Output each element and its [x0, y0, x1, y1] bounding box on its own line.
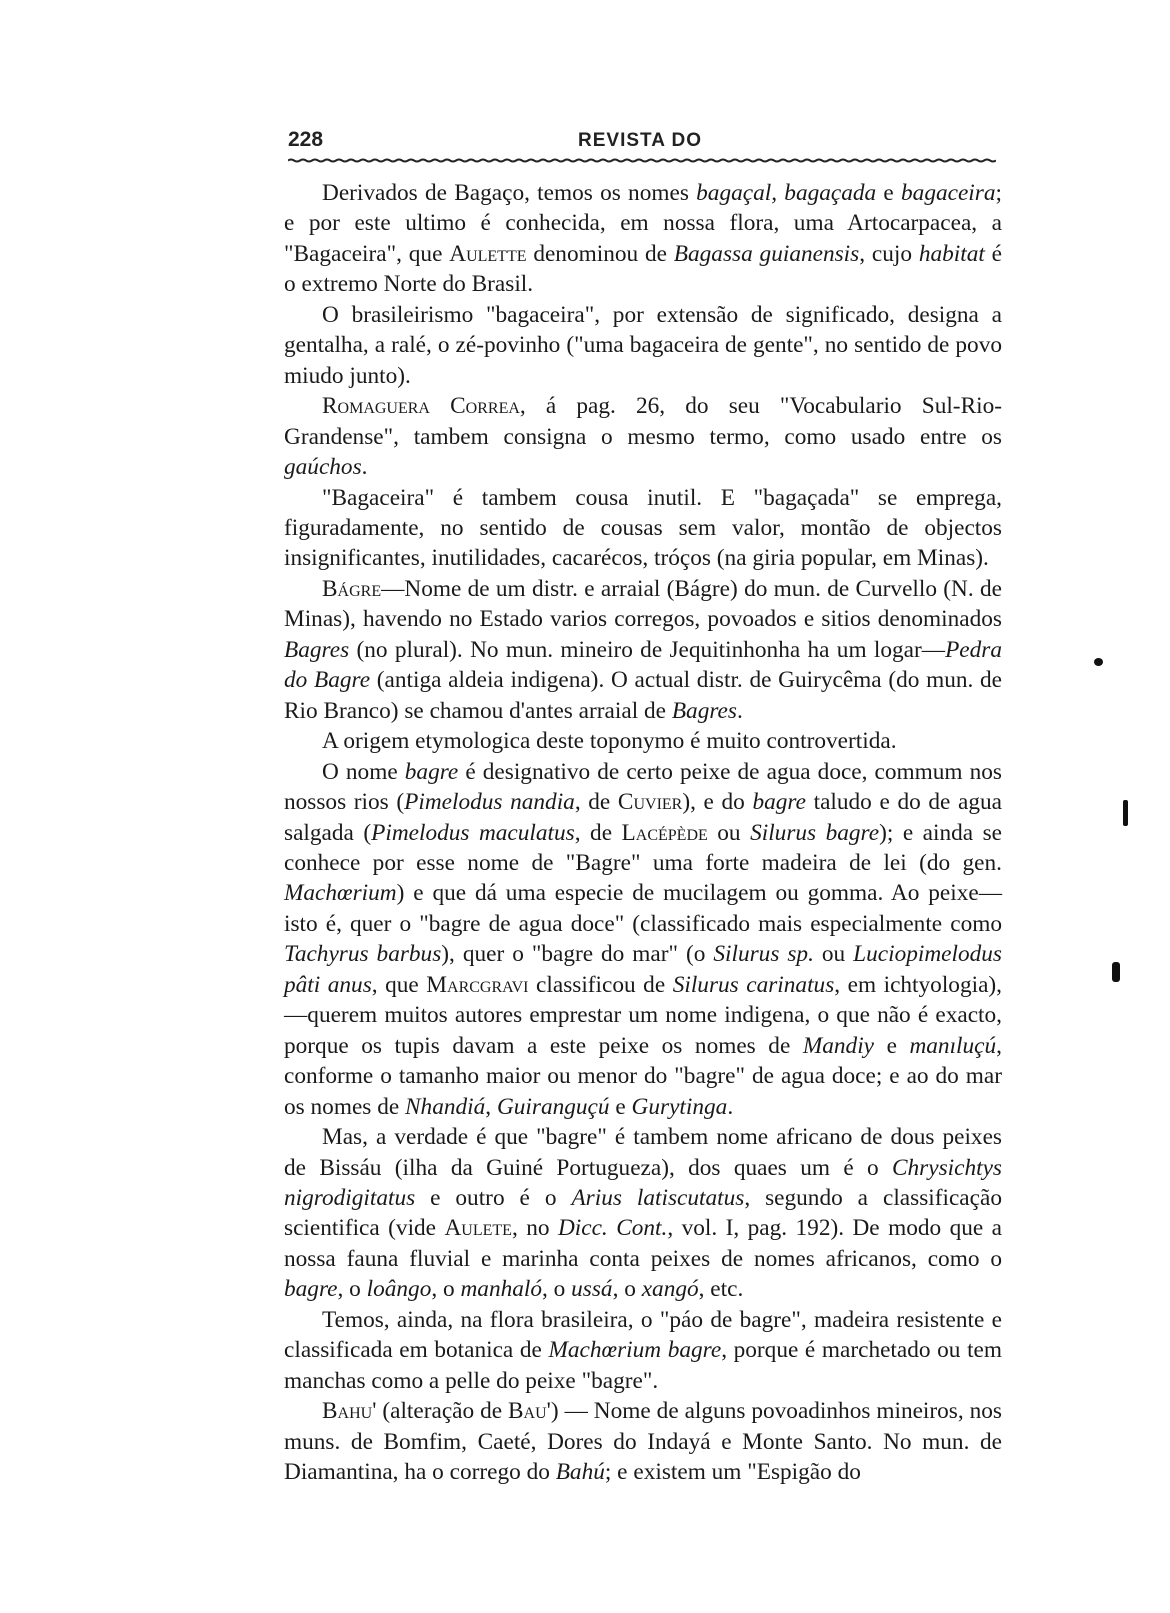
- small-caps-name: Lacépède: [621, 819, 708, 846]
- text-run: "Bagaceira" é tambem cousa inutil. E "bagaçada" se emprega, figuradamente, no sentido de cousas sem valor, montão de objectos insignificantes, inutilidades, cacarécos, tróços (na giria popular, em Minas).: [284, 484, 1002, 572]
- italic-term: bagaçal, bagaçada: [696, 180, 877, 206]
- margin-speck: [1094, 658, 1103, 666]
- text-run: .: [727, 1093, 734, 1120]
- text-run: taludo e do de agua salgada (: [284, 789, 1002, 846]
- text-run: denominou de: [526, 240, 674, 267]
- italic-term: manıluçú: [909, 1032, 997, 1059]
- paragraph: [284, 1305, 1002, 1396]
- text-run: ou: [707, 819, 751, 846]
- text-run: , de: [574, 819, 622, 846]
- italic-term: xangó: [641, 1276, 699, 1303]
- text-run: , o: [431, 1276, 461, 1303]
- text-run: é o extremo Norte do Brasil.: [284, 240, 1002, 298]
- page-number: 228: [288, 128, 324, 151]
- paragraph: [284, 391, 1002, 482]
- running-title: REVISTA DO: [578, 130, 703, 151]
- text-run: Derivados de Bagaço, temos os nomes: [322, 180, 697, 206]
- italic-term: Pedra do Bagre: [284, 636, 1002, 694]
- italic-term: bagre: [404, 758, 459, 785]
- margin-speck: [1112, 962, 1120, 982]
- text-run: ; e por este ultimo é conhecida, em nossa flora, uma Artocarpacea, a "Bagaceira", que: [284, 180, 1002, 267]
- small-caps-name: Romaguera Correa: [322, 393, 520, 420]
- italic-term: manhaló: [460, 1276, 543, 1303]
- margin-speck: [1123, 800, 1128, 826]
- text-run: , vol. I, pag. 192). De modo que a nossa fauna fluvial e marinha conta peixes de nomes africanos, como o: [284, 1215, 1002, 1272]
- paragraph: [284, 178, 1002, 300]
- text-run: ), quer o "bagre do mar" (o: [441, 941, 714, 968]
- text-run: , o: [337, 1276, 367, 1303]
- italic-term: Luciopimelodus pâti anus: [284, 941, 1002, 998]
- text-run: , conforme o tamanho maior ou menor do "bagre" de agua doce; e ao do mar os nomes de: [284, 1032, 1002, 1120]
- text-run: , o: [542, 1276, 572, 1303]
- text-run: .: [736, 697, 743, 724]
- text-run: , etc.: [698, 1276, 744, 1303]
- italic-term: bagre: [284, 1276, 338, 1303]
- text-run: , no: [511, 1215, 558, 1242]
- text-run: ou: [813, 941, 854, 968]
- italic-term: Machœrium: [284, 880, 397, 907]
- italic-term: Pimelodus nandia: [404, 789, 575, 816]
- small-caps-name: Aulette: [449, 240, 527, 267]
- italic-term: habitat: [918, 240, 985, 267]
- text-run: A origem etymologica deste toponymo é muito controvertida.: [322, 728, 897, 755]
- text-run: ) — Nome de alguns povoadinhos mineiros, nos muns. de Bomfim, Caeté, Dores do Indayá e Monte Santo. No mun. de Diamantina, ha o corrego do: [284, 1398, 1002, 1486]
- text-run: O nome: [322, 758, 405, 785]
- text-run: Temos, ainda, na flora brasileira, o "páo de bagre", madeira resistente e classificada em botanica de: [284, 1306, 1002, 1364]
- italic-term: Arius latiscutatus: [571, 1184, 745, 1211]
- text-run: e: [609, 1093, 632, 1120]
- italic-term: bagaceira: [901, 180, 996, 206]
- italic-term: Machœrium bagre: [548, 1337, 722, 1364]
- paragraph: [284, 726, 1002, 756]
- italic-term: Dicc. Cont.: [557, 1215, 668, 1242]
- small-caps-name: Cuvier: [617, 789, 683, 816]
- italic-term: Bagres: [671, 697, 737, 724]
- text-run: , em ichtyologia),—querem muitos autores emprestar um nome indigena, o que não é exacto, porque os tupis davam a este peixe os nomes de: [284, 971, 1002, 1059]
- text-run: (no plural). No mun. mineiro de Jequitinhonha ha um logar—: [349, 636, 946, 663]
- text-run: , á pag. 26, do seu "Vocabulario Sul-Rio-Grandense", tambem consigna o mesmo termo, como usado entre os: [284, 393, 1002, 450]
- paragraph: [284, 1396, 1002, 1487]
- text-run: ); e ainda se conhece por esse nome de "Bagre" uma forte madeira de lei (do gen.: [284, 819, 1003, 876]
- paragraph: [284, 574, 1002, 726]
- italic-term: Mandiy: [802, 1032, 875, 1059]
- paragraph: [284, 757, 1002, 1122]
- small-caps-name: Marcgravi: [426, 971, 529, 998]
- text-run: ; e existem um "Espigão do: [604, 1459, 861, 1486]
- text-run: Mas, a verdade é que "bagre" é tambem nome africano de dous peixes de Bissáu (ilha da Guiné Portugueza), dos quaes um é o: [284, 1124, 1002, 1181]
- text-run: é designativo de certo peixe de agua doce, commum nos nossos rios (: [284, 758, 1003, 816]
- text-run: , porque é marchetado ou tem manchas como a pelle do peixe "bagre".: [284, 1337, 1002, 1394]
- paragraph: [284, 1122, 1002, 1305]
- text-run: (alteração de: [376, 1398, 509, 1425]
- small-caps-name: Bágre: [322, 575, 382, 602]
- text-run: .: [361, 454, 368, 481]
- italic-term: Tachyrus barbus: [284, 941, 442, 968]
- text-run: , o: [612, 1276, 642, 1303]
- italic-term: Bahú: [555, 1459, 605, 1486]
- text-run: O brasileirismo "bagaceira", por extensão de significado, designa a gentalha, a ralé, o zé-povinho ("uma bagaceira de gente", no sentido de povo miudo junto).: [284, 301, 1002, 389]
- italic-term: Chrysichtys nigrodigitatus: [284, 1154, 1002, 1211]
- text-run: e outro é o: [415, 1184, 572, 1211]
- italic-term: Gurytinga: [631, 1093, 728, 1120]
- small-caps-name: Bahu': [322, 1398, 377, 1425]
- small-caps-name: Bau': [508, 1398, 551, 1425]
- italic-term: gaúchos: [284, 454, 362, 481]
- text-run: —Nome de um distr. e arraial (Bágre) do mun. de Curvello (N. de Minas), havendo no Estado varios corregos, povoados e sitios denominados: [284, 575, 1002, 633]
- italic-term: Silurus bagre: [750, 819, 880, 846]
- paragraph: [284, 300, 1002, 391]
- small-caps-name: Aulete: [444, 1215, 512, 1242]
- italic-term: Nhandiá: [405, 1093, 486, 1120]
- text-run: e: [874, 1032, 910, 1059]
- text-run: , de: [574, 789, 618, 816]
- text-run: , que: [371, 971, 427, 998]
- text-run: e: [876, 180, 902, 206]
- italic-term: Guiranguçú: [496, 1093, 610, 1120]
- paragraph: [284, 483, 1002, 574]
- italic-term: Bagassa guianensis: [673, 240, 860, 267]
- header-rule: [288, 158, 996, 163]
- italic-term: ussá: [571, 1276, 613, 1303]
- text-run: , segundo a classificação scientifica (vide: [284, 1184, 1002, 1242]
- italic-term: Silurus carinatus: [672, 971, 835, 998]
- page-header: [288, 128, 1000, 158]
- text-run: ) e que dá uma especie de mucilagem ou gomma. Ao peixe—isto é, quer o "bagre de agua doce" (classificado mais especialmente como: [284, 880, 1002, 937]
- text-run: (antiga aldeia indigena). O actual distr. de Guirycêma (do mun. de Rio Branco) se chamou d'antes arraial de: [284, 667, 1003, 724]
- italic-term: Pimelodus maculatus: [371, 819, 575, 846]
- italic-term: Silurus sp.: [713, 941, 814, 968]
- text-run: , cujo: [859, 240, 919, 267]
- italic-term: Bagres: [284, 636, 350, 663]
- body-text: [284, 178, 1002, 1487]
- text-run: ,: [485, 1093, 497, 1120]
- italic-term: loângo: [366, 1276, 432, 1303]
- text-run: classificou de: [528, 971, 673, 998]
- text-run: ), e do: [682, 789, 753, 816]
- italic-term: bagre: [752, 789, 806, 816]
